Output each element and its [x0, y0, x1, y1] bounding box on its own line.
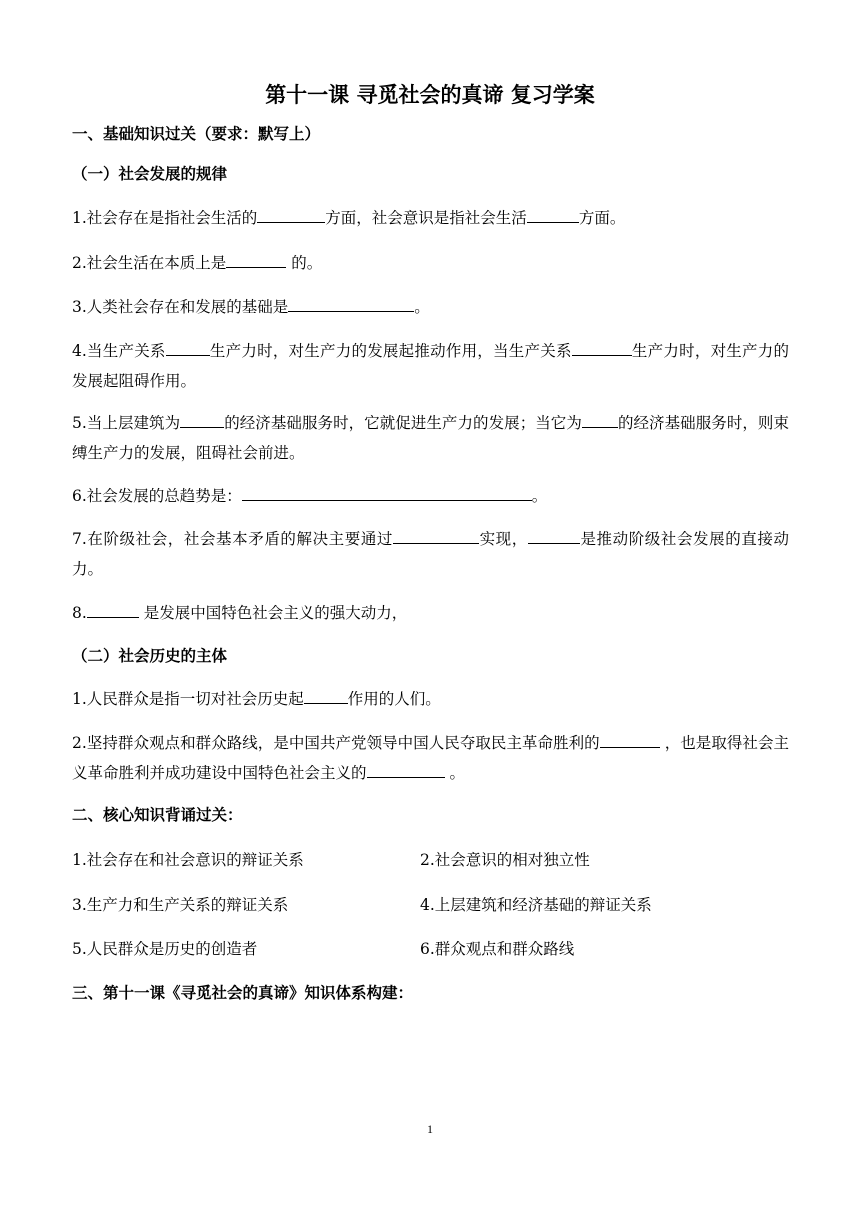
subsection-heading-history-subject: （二）社会历史的主体	[72, 647, 228, 665]
question-text: 方面。	[578, 209, 626, 227]
section-heading-basic-knowledge: 一、基础知识过关（要求：默写上）	[72, 125, 321, 143]
core-item-row	[72, 890, 789, 920]
question-2-2	[72, 728, 789, 788]
question-text: 实现，	[479, 530, 528, 548]
page-number: 1	[427, 1122, 433, 1136]
question-text: 3.人类社会存在和发展的基础是	[72, 298, 289, 316]
section-heading-knowledge-system: 三、第十一课《寻觅社会的真谛》知识体系构建：	[72, 984, 414, 1002]
answer-blank[interactable]	[166, 341, 210, 356]
question-text: 是推动阶级社会发展的直接动力。	[72, 530, 789, 578]
question-text: 5.当上层建筑为	[72, 414, 181, 432]
question-text: 。	[531, 487, 548, 505]
core-item-row	[72, 845, 789, 875]
answer-blank[interactable]	[288, 297, 414, 312]
question-text: 2.坚持群众观点和群众路线，是中国共产党领导中国人民夺取民主革命胜利的	[72, 734, 600, 752]
question-1-4	[72, 336, 789, 396]
answer-blank[interactable]	[242, 486, 532, 501]
subsection-heading-social-laws: （一）社会发展的规律	[72, 165, 228, 183]
question-text: 2.社会生活在本质上是	[72, 254, 227, 272]
core-item: 4.上层建筑和经济基础的辩证关系	[420, 896, 652, 914]
question-text: 是发展中国特色社会主义的强大动力，	[138, 604, 408, 622]
page-title: 第十一课 寻觅社会的真谛 复习学案	[265, 83, 595, 107]
answer-blank[interactable]	[600, 733, 660, 748]
answer-blank[interactable]	[527, 208, 579, 223]
question-1-2	[72, 248, 789, 278]
core-item: 2.社会意识的相对独立性	[420, 851, 590, 869]
answer-blank[interactable]	[367, 763, 445, 778]
question-text: 6.社会发展的总趋势是：	[72, 487, 242, 505]
answer-blank[interactable]	[304, 689, 348, 704]
answer-blank[interactable]	[87, 603, 139, 618]
question-text: 。	[444, 764, 465, 782]
core-item: 3.生产力和生产关系的辩证关系	[72, 896, 289, 914]
question-text: 生产力时，对生产力的发展起推动作用，当生产关系	[209, 342, 572, 360]
question-text: 4.当生产关系	[72, 342, 166, 360]
question-text: 1.人民群众是指一切对社会历史起	[72, 690, 304, 708]
question-text: 1.社会存在是指社会生活的	[72, 209, 258, 227]
core-item-row	[72, 934, 789, 964]
question-1-7	[72, 524, 789, 584]
question-text: ，也是取得社会主义革命胜利并成功建设中国特色社会主义的	[72, 734, 789, 782]
answer-blank[interactable]	[582, 413, 618, 428]
question-text: 作用的人们。	[347, 690, 441, 708]
question-text: 7.在阶级社会，社会基本矛盾的解决主要通过	[72, 530, 394, 548]
question-1-1	[72, 203, 789, 233]
question-1-8	[72, 598, 789, 628]
core-item: 6.群众观点和群众路线	[420, 940, 575, 958]
question-text: 生产力时，对生产力的发展起阻碍作用。	[72, 342, 789, 390]
question-2-1	[72, 684, 789, 714]
section-heading-core-knowledge: 二、核心知识背诵过关：	[72, 806, 243, 824]
question-1-3	[72, 292, 789, 322]
answer-blank[interactable]	[180, 413, 224, 428]
question-text: 方面，社会意识是指社会生活	[325, 209, 527, 227]
answer-blank[interactable]	[226, 253, 286, 268]
question-text: 的。	[286, 254, 323, 272]
question-text: 。	[414, 298, 430, 316]
core-item: 1.社会存在和社会意识的辩证关系	[72, 851, 304, 869]
answer-blank[interactable]	[257, 208, 325, 223]
answer-blank[interactable]	[572, 341, 632, 356]
question-text: 的经济基础服务时，它就促进生产力的发展；当它为	[224, 414, 582, 432]
question-1-6	[72, 481, 789, 511]
question-text: 8.	[72, 604, 87, 622]
core-item: 5.人民群众是历史的创造者	[72, 940, 258, 958]
question-text: 的经济基础服务时，则束缚生产力的发展，阻碍社会前进。	[72, 414, 789, 462]
answer-blank[interactable]	[528, 529, 580, 544]
answer-blank[interactable]	[393, 529, 479, 544]
question-1-5	[72, 408, 789, 468]
